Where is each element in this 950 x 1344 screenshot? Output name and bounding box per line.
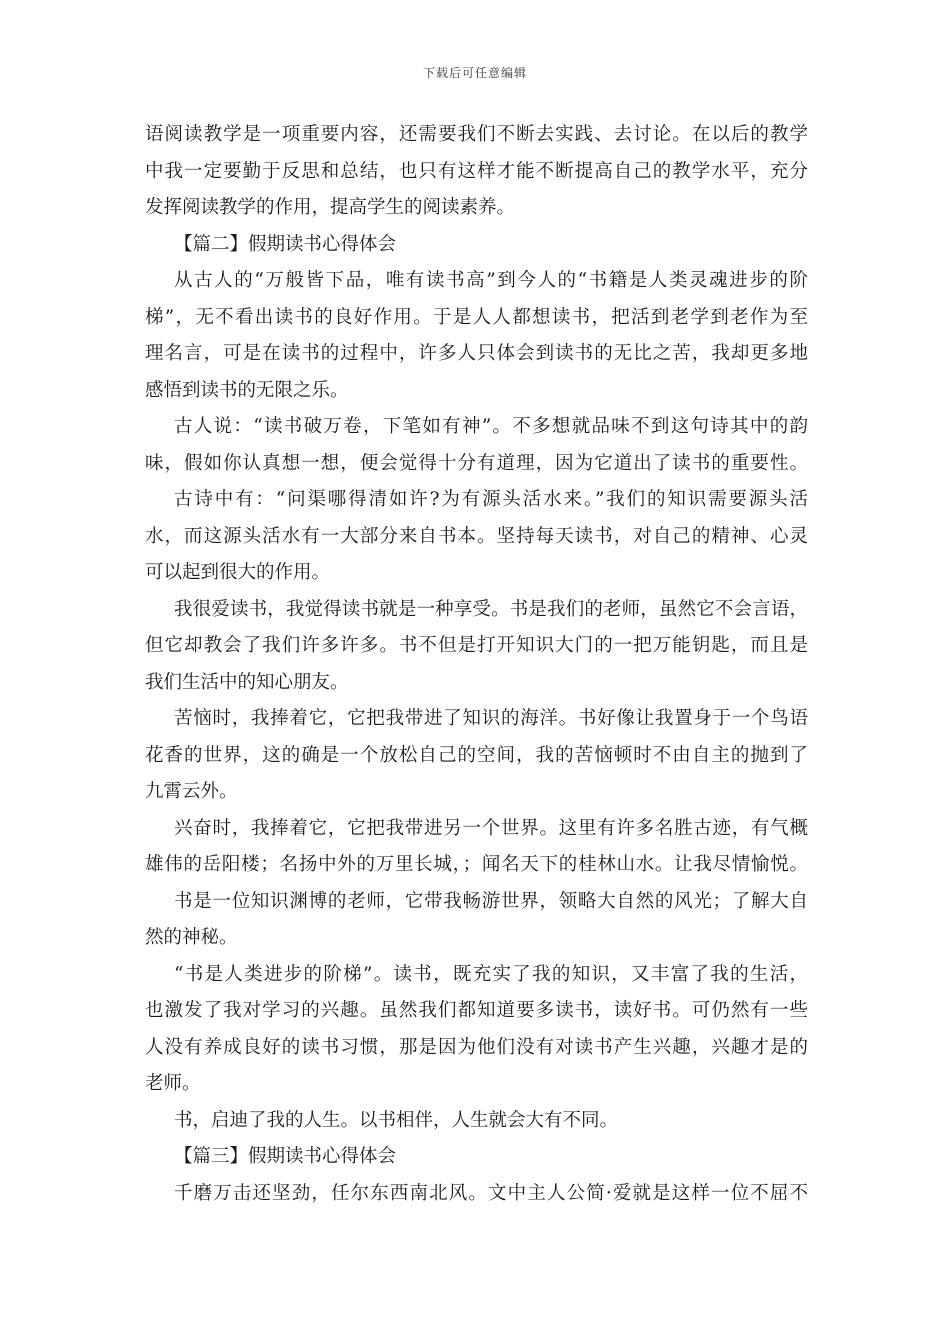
text-line: 【篇二】假期读书心得体会 (174, 233, 397, 255)
text-line: 雄伟的岳阳楼；名扬中外的万里长城，；闻名天下的桂林山水。让我尽情愉悦。 (145, 854, 808, 875)
text-line: 我很爱读书，我觉得读书就是一种享受。书是我们的老师，虽然它不会言语， (174, 598, 808, 620)
text-line: 语阅读教学是一项重要内容，还需要我们不断去实践、去讨论。在以后的教学 (145, 124, 808, 145)
text-line: 我们生活中的知心朋友。 (145, 671, 349, 693)
text-line: 古诗中有：“问渠哪得清如许?为有源头活水来。”我们的知识需要源头活 (174, 489, 808, 510)
text-line: 苦恼时，我捧着它，它把我带进了知识的海洋。书好像让我置身于一个鸟语 (174, 708, 808, 729)
text-line: 花香的世界，这的确是一个放松自己的空间，我的苦恼顿时不由自主的抛到了 (145, 744, 808, 766)
text-line: 九霄云外。 (145, 781, 238, 802)
text-line: 【篇三】假期读书心得体会 (174, 1146, 397, 1167)
text-line: 中我一定要勤于反思和总结，也只有这样才能不断提高自己的教学水平，充分 (145, 160, 808, 182)
text-line: 发挥阅读教学的作用，提高学生的阅读素养。 (145, 197, 516, 218)
text-line: 感悟到读书的无限之乐。 (145, 379, 349, 401)
text-line: 千磨万击还坚劲，任尔东西南北风。文中主人公简·爱就是这样一位不屈不 (174, 1182, 808, 1204)
text-line: 人没有养成良好的读书习惯，那是因为他们没有对读书产生兴趣，兴趣才是的 (145, 1036, 808, 1058)
text-line: “书是人类进步的阶梯”。读书，既充实了我的知识，又丰富了我的生活， (174, 963, 808, 985)
text-line: 水，而这源头活水有一大部分来自书本。坚持每天读书，对自己的精神、心灵 (145, 525, 808, 547)
text-line: 书，启迪了我的人生。以书相伴，人生就会大有不同。 (174, 1109, 619, 1131)
text-line: 从古人的“万般皆下品，唯有读书高”到今人的“书籍是人类灵魂进步的阶 (174, 270, 808, 291)
text-line: 然的神秘。 (145, 927, 238, 948)
text-line: 老师。 (145, 1073, 201, 1094)
document-body (145, 117, 808, 1212)
page-header: 下载后可任意编辑 (422, 66, 527, 80)
text-line: 梯”，无不看出读书的良好作用。于是人人都想读书，把活到老学到老作为至 (145, 306, 808, 328)
text-line: 兴奋时，我捧着它，它把我带进另一个世界。这里有许多名胜古迹，有气概 (174, 817, 808, 839)
text-line: 可以起到很大的作用。 (145, 562, 331, 583)
text-line: 古人说：“读书破万卷，下笔如有神”。不多想就品味不到这句诗其中的韵 (174, 416, 808, 437)
text-line: 书是一位知识渊博的老师，它带我畅游世界，领略大自然的风光；了解大自 (174, 890, 808, 912)
text-line: 也激发了我对学习的兴趣。虽然我们都知道要多读书，读好书。可仍然有一些 (145, 1000, 808, 1021)
text-line: 味，假如你认真想一想，便会觉得十分有道理，因为它道出了读书的重要性。 (145, 452, 808, 474)
text-line: 但它却教会了我们许多许多。书不但是打开知识大门的一把万能钥匙，而且是 (145, 635, 808, 656)
text-line: 理名言，可是在读书的过程中，许多人只体会到读书的无比之苦，我却更多地 (145, 343, 808, 364)
